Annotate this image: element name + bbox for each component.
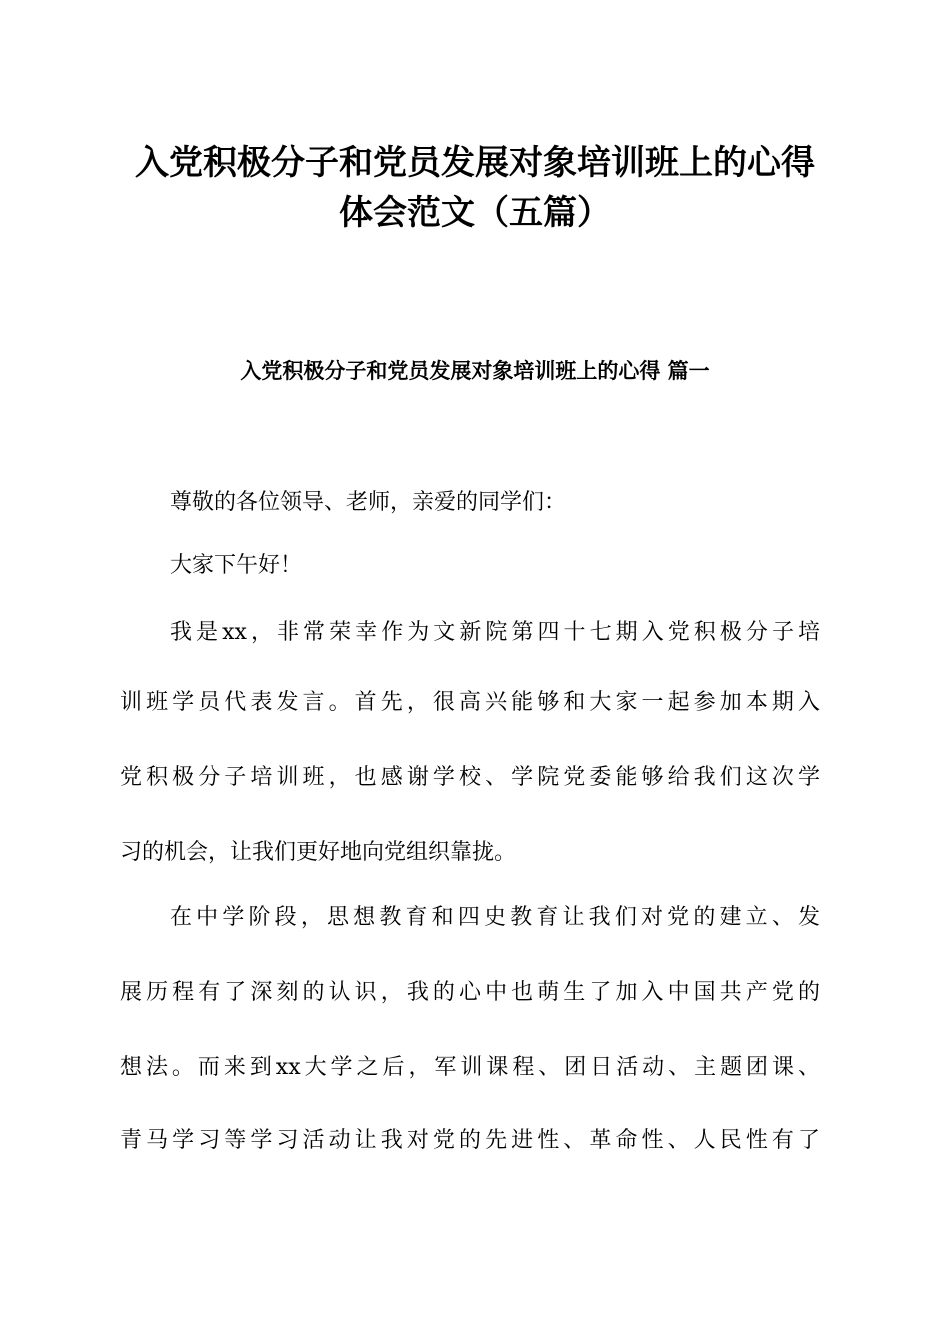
- greeting: 大家下午好！: [170, 553, 303, 578]
- paragraph-2-line-1: 在中学阶段，思想教育和四史教育让我们对党的建立、发: [170, 905, 820, 930]
- paragraph-1-line-2: 训班学员代表发言。首先，很高兴能够和大家一起参加本期入: [120, 690, 820, 715]
- section-heading: 入党积极分子和党员发展对象培训班上的心得 篇一: [240, 359, 710, 383]
- paragraph-1-line-1: 我是xx，非常荣幸作为文新院第四十七期入党积极分子培: [170, 620, 820, 645]
- salutation: 尊敬的各位领导、老师，亲爱的同学们：: [170, 490, 567, 515]
- document-title-line-2: 体会范文（五篇）: [339, 193, 611, 233]
- document-title-line-1: 入党积极分子和党员发展对象培训班上的心得: [135, 143, 815, 183]
- paragraph-2-line-3: 想法。而来到xx大学之后，军训课程、团日活动、主题团课、: [120, 1055, 820, 1080]
- paragraph-1-line-3: 党积极分子培训班，也感谢学校、学院党委能够给我们这次学: [120, 765, 820, 790]
- paragraph-2-line-4: 青马学习等学习活动让我对党的先进性、革命性、人民性有了: [120, 1128, 820, 1153]
- paragraph-1-line-4: 习的机会，让我们更好地向党组织靠拢。: [120, 840, 517, 865]
- paragraph-2-line-2: 展历程有了深刻的认识，我的心中也萌生了加入中国共产党的: [120, 980, 820, 1005]
